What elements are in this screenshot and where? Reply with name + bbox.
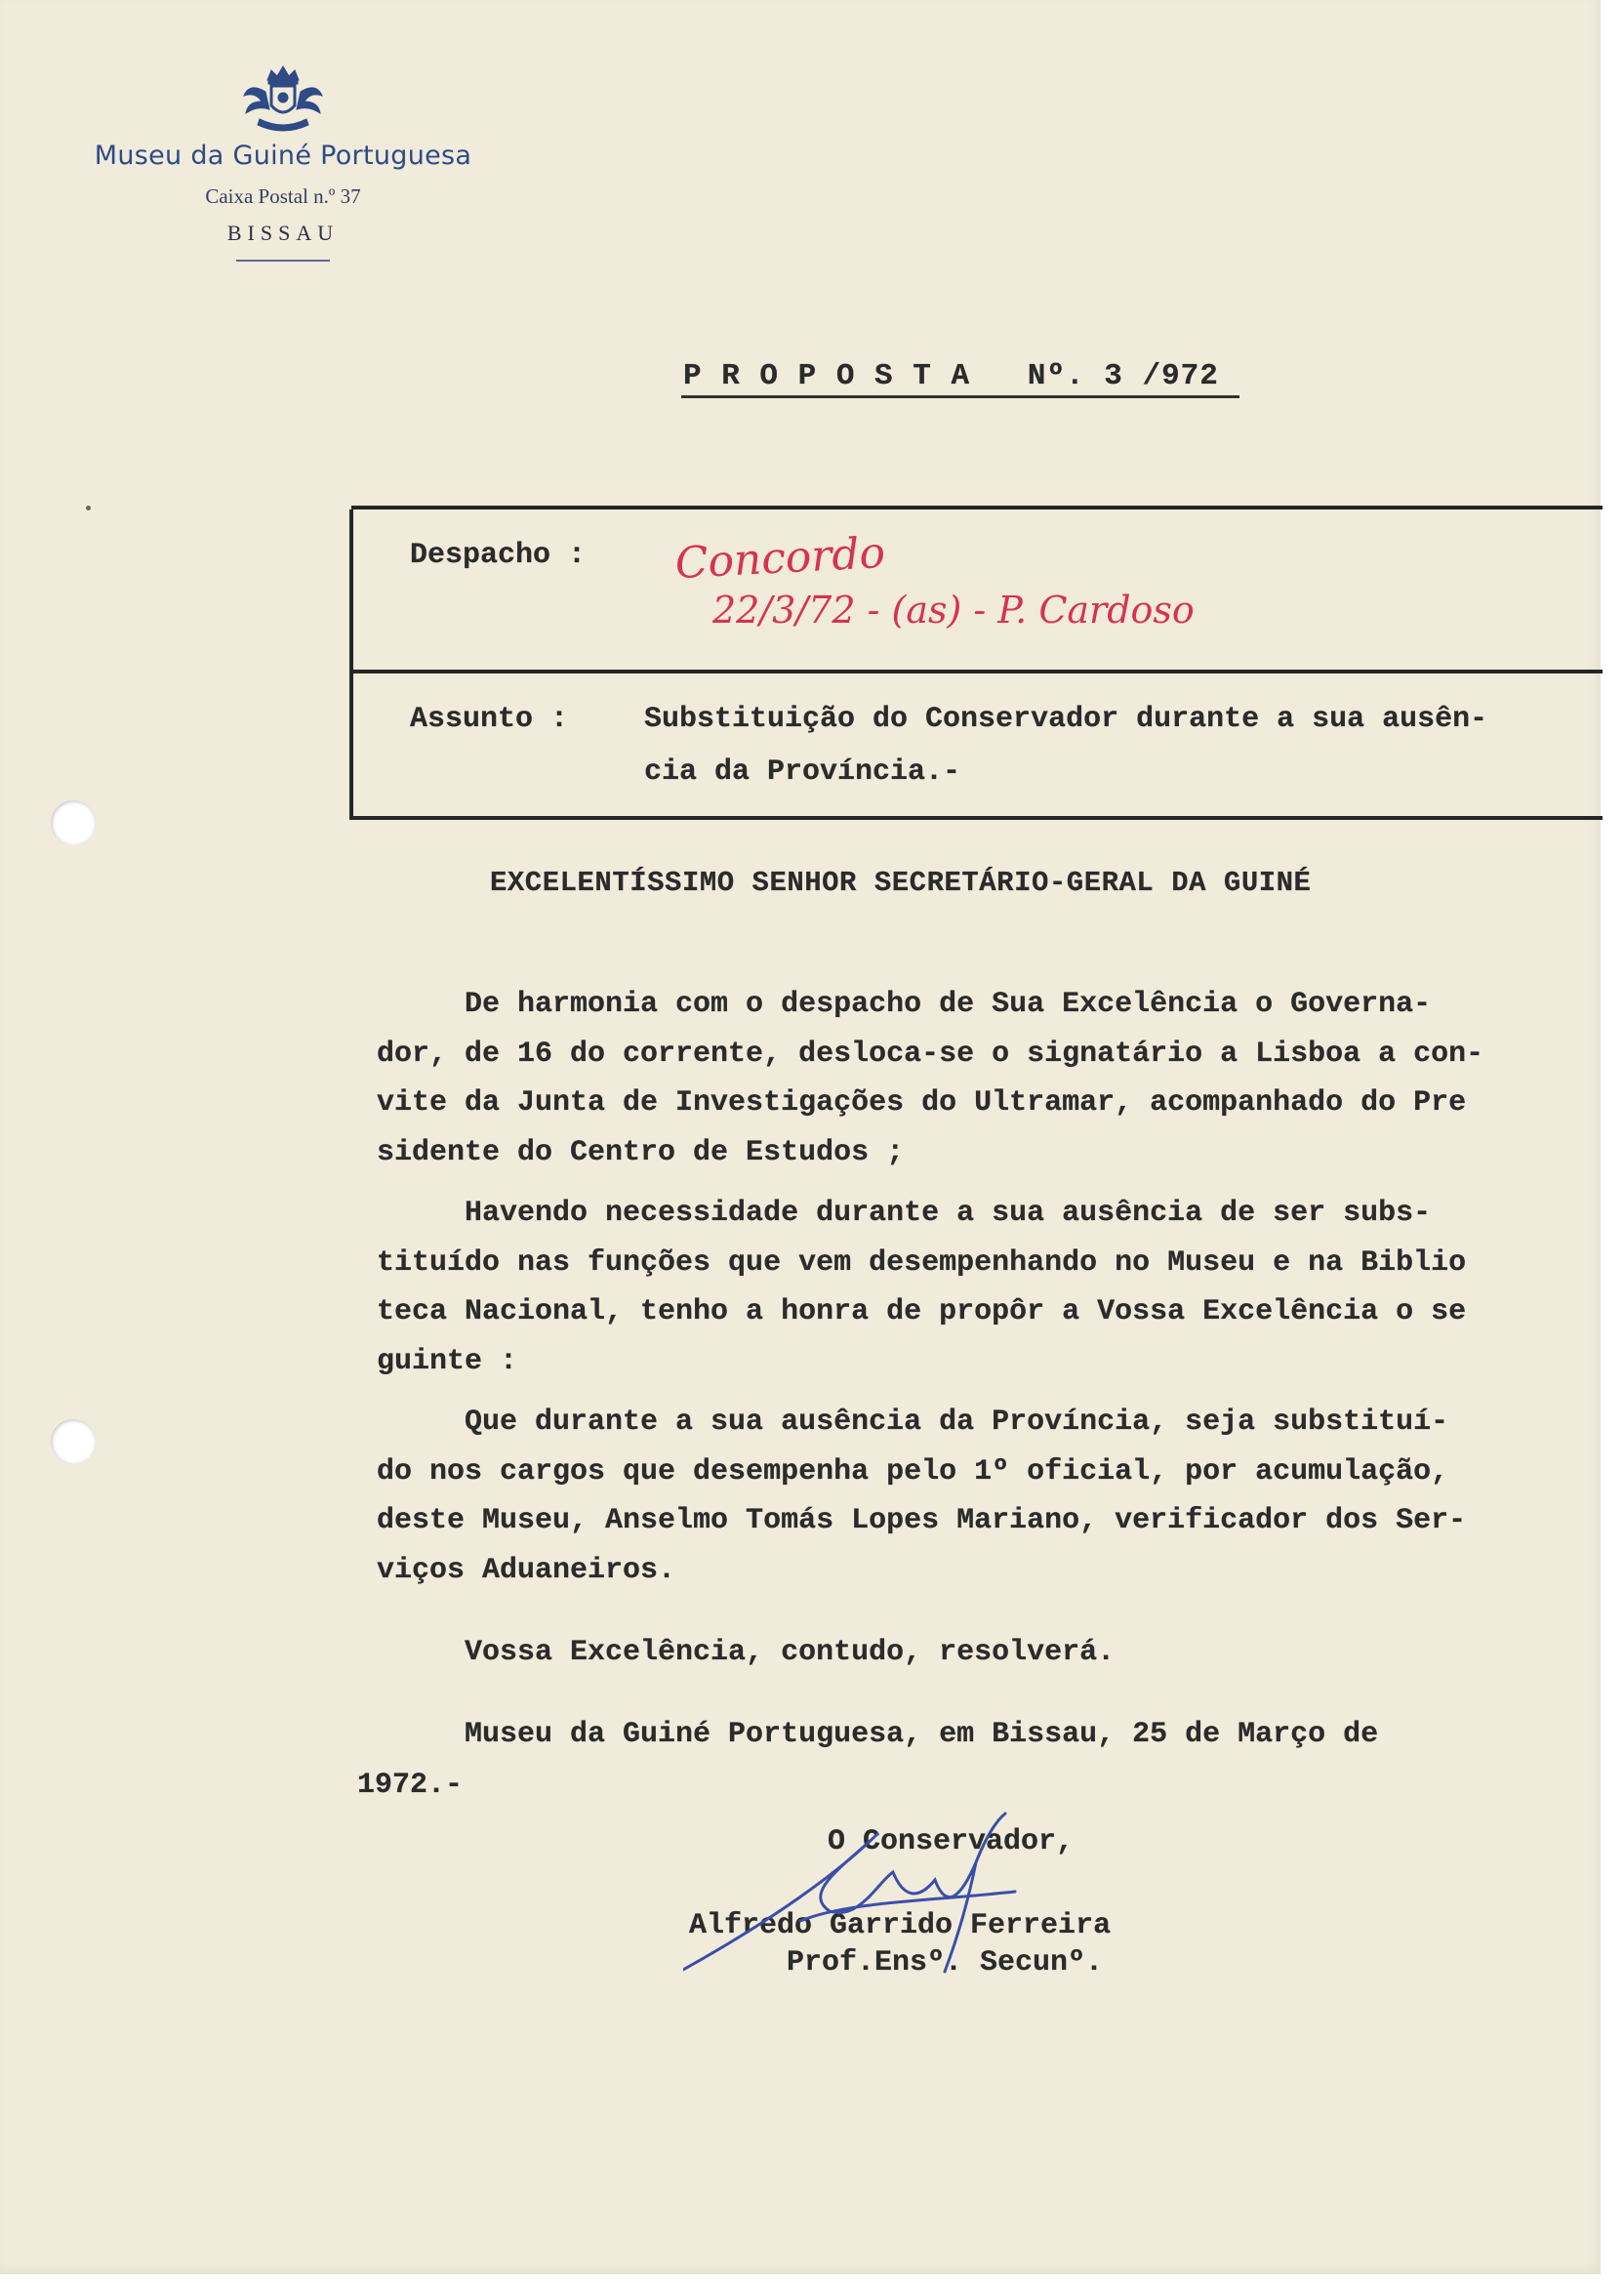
text-line: Que durante a sua ausência da Província, seja substituí-	[377, 1406, 1449, 1439]
text-line: Museu da Guiné Portuguesa, em Bissau, 25 de Março de	[377, 1718, 1379, 1751]
text-line: teca Nacional, tenho a honra de propôr a Vossa Excelência o se	[377, 1295, 1467, 1328]
handwritten-signature	[683, 1804, 1093, 1979]
handwritten-line-2: 22/3/72 - (as) - P. Cardoso	[712, 589, 1195, 632]
text-line: dor, de 16 do corrente, desloca-se o signatário a Lisboa a con-	[377, 1037, 1484, 1071]
letterhead	[68, 62, 498, 262]
closing-place-date	[377, 1710, 1597, 1760]
paragraph-3	[377, 1398, 1597, 1595]
paragraph-1	[377, 980, 1597, 1177]
coat-of-arms-icon	[236, 62, 330, 137]
museum-name: Museu da Guiné Portuguesa	[94, 141, 472, 171]
box-left-rule	[349, 510, 353, 820]
assunto-label: Assunto :	[410, 703, 569, 736]
closing-year	[357, 1761, 1577, 1811]
postbox: Caixa Postal n.º 37	[205, 184, 361, 208]
punch-hole	[51, 800, 96, 845]
title-underline	[681, 395, 1239, 398]
text-line: 1972.-	[357, 1769, 464, 1802]
proposal-title: P R O P O S T A Nº. 3 /972	[683, 359, 1219, 393]
salutation: EXCELENTÍSSIMO SENHOR SECRETÁRIO-GERAL DA GUINÉ	[490, 867, 1312, 899]
text-line: sidente do Centro de Estudos ;	[377, 1135, 905, 1169]
paragraph-4	[377, 1628, 1597, 1678]
text-line: Havendo necessidade durante a sua ausência de ser subs-	[377, 1197, 1432, 1230]
box-bottom-rule	[351, 816, 1603, 820]
assunto-line-1: Substituição do Conservador durante a sua ausên-	[644, 703, 1488, 736]
text-line: Vossa Excelência, contudo, resolverá.	[377, 1636, 1116, 1669]
signature-title: Prof.Ensº. Secunº.	[787, 1946, 1104, 1979]
handwritten-despacho	[673, 525, 1318, 632]
text-line: De harmonia com o despacho de Sua Excelência o Governa-	[377, 988, 1432, 1021]
text-line: viços Aduaneiros.	[377, 1553, 676, 1587]
paper-speck	[86, 506, 91, 510]
text-line: tituído nas funções que vem desempenhando no Museu e na Biblio	[377, 1245, 1467, 1280]
text-line: do nos cargos que desempenha pelo 1º oficial, por acumulação,	[377, 1454, 1449, 1489]
handwritten-line-1: Concordo	[673, 527, 887, 590]
signature-name: Alfredo Garrido Ferreira	[689, 1909, 1112, 1942]
text-line: vite da Junta de Investigações do Ultramar, acompanhado do Pre	[377, 1086, 1467, 1120]
despacho-label: Despacho :	[410, 539, 587, 572]
letterhead-rule	[236, 260, 330, 262]
assunto-line-2: cia da Província.-	[644, 755, 961, 789]
box-middle-rule	[351, 670, 1603, 673]
text-line: guinte :	[377, 1344, 518, 1378]
city: BISSAU	[226, 221, 340, 245]
text-line: deste Museu, Anselmo Tomás Lopes Mariano, verificador dos Ser-	[377, 1504, 1467, 1537]
box-top-rule	[351, 506, 1603, 510]
punch-hole	[51, 1419, 96, 1464]
paragraph-2	[377, 1189, 1597, 1386]
signature-role: O Conservador,	[828, 1825, 1075, 1858]
